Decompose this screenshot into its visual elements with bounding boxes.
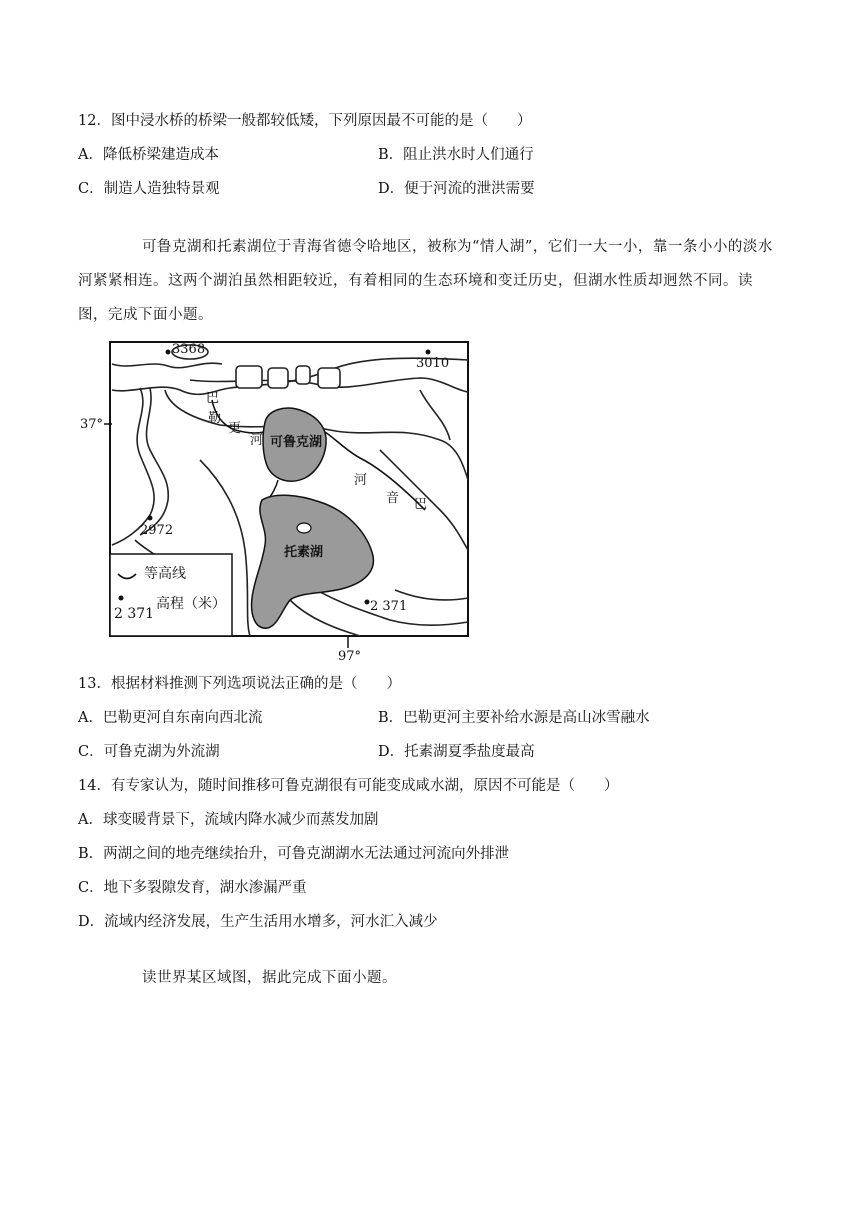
lake-map-drawing bbox=[0, 330, 520, 670]
legend-elevation-value: 2 371 bbox=[114, 606, 155, 622]
q13-option-c: C．可鲁克湖为外流湖 bbox=[78, 744, 220, 760]
q13-option-d: D．托素湖夏季盐度最高 bbox=[378, 744, 535, 760]
spot-height-2371: 2 371 bbox=[370, 599, 408, 614]
lake-map-figure bbox=[0, 330, 520, 670]
river-bayin-char-3: 巴 bbox=[414, 497, 428, 512]
longitude-97-label: 97° bbox=[338, 649, 362, 664]
river-bayin-char-1: 河 bbox=[354, 473, 368, 488]
q12-option-d: D．便于河流的泄洪需要 bbox=[378, 181, 535, 197]
q14-stem: 14．有专家认为，随时间推移可鲁克湖很有可能变成咸水湖，原因不可能是（ ） bbox=[78, 778, 619, 794]
river-balegeng-char-1: 巴 bbox=[206, 391, 220, 406]
q14-option-b: B．两湖之间的地壳继续抬升，可鲁克湖湖水无法通过河流向外排泄 bbox=[78, 846, 510, 862]
keluke-lake-label: 可鲁克湖 bbox=[270, 435, 323, 450]
q14-option-c: C．地下多裂隙发育，湖水渗漏严重 bbox=[78, 880, 307, 896]
spot-height-2972: 2972 bbox=[140, 523, 174, 538]
river-balegeng-char-2: 勒 bbox=[208, 411, 222, 426]
q12-option-b: B．阻止洪水时人们通行 bbox=[378, 147, 534, 163]
q13-option-b: B．巴勒更河主要补给水源是高山冰雪融水 bbox=[378, 710, 650, 726]
river-bayin-char-2: 音 bbox=[386, 491, 400, 506]
passage-intro: 可鲁克湖和托素湖位于青海省德令哈地区，被称为“情人湖”，它们一大一小，靠一条小小的淡水河紧紧相连。这两个湖泊虽然相距较近，有着相同的生态环境和变迁历史，但湖水性质却迥然不同。读图，完成下面小题。 bbox=[78, 239, 773, 323]
river-balegeng-char-4: 河 bbox=[250, 433, 264, 448]
spot-height-3368: 3368 bbox=[172, 342, 206, 357]
latitude-37-label: 37° bbox=[80, 417, 104, 432]
q14-option-d: D．流域内经济发展，生产生活用水增多，河水汇入减少 bbox=[78, 914, 438, 930]
passage-intro-2: 读世界某区域图，据此完成下面小题。 bbox=[142, 970, 397, 986]
q13-stem: 13．根据材料推测下列选项说法正确的是（ ） bbox=[78, 676, 401, 692]
q12-option-c: C．制造人造独特景观 bbox=[78, 181, 220, 197]
q12-stem: 12．图中浸水桥的桥梁一般都较低矮，下列原因最不可能的是（ ） bbox=[78, 113, 532, 129]
river-balegeng-char-3: 更 bbox=[228, 421, 242, 436]
q12-option-a: A．降低桥梁建造成本 bbox=[78, 147, 219, 163]
tuosu-lake-label: 托素湖 bbox=[284, 545, 324, 560]
legend-elevation-label: 高程（米） bbox=[156, 596, 226, 612]
q13-option-a: A．巴勒更河自东南向西北流 bbox=[78, 710, 263, 726]
spot-height-3010: 3010 bbox=[416, 356, 450, 371]
q14-option-a: A．球变暖背景下，流域内降水减少而蒸发加剧 bbox=[78, 812, 379, 828]
legend-contour-label: 等高线 bbox=[144, 566, 186, 582]
